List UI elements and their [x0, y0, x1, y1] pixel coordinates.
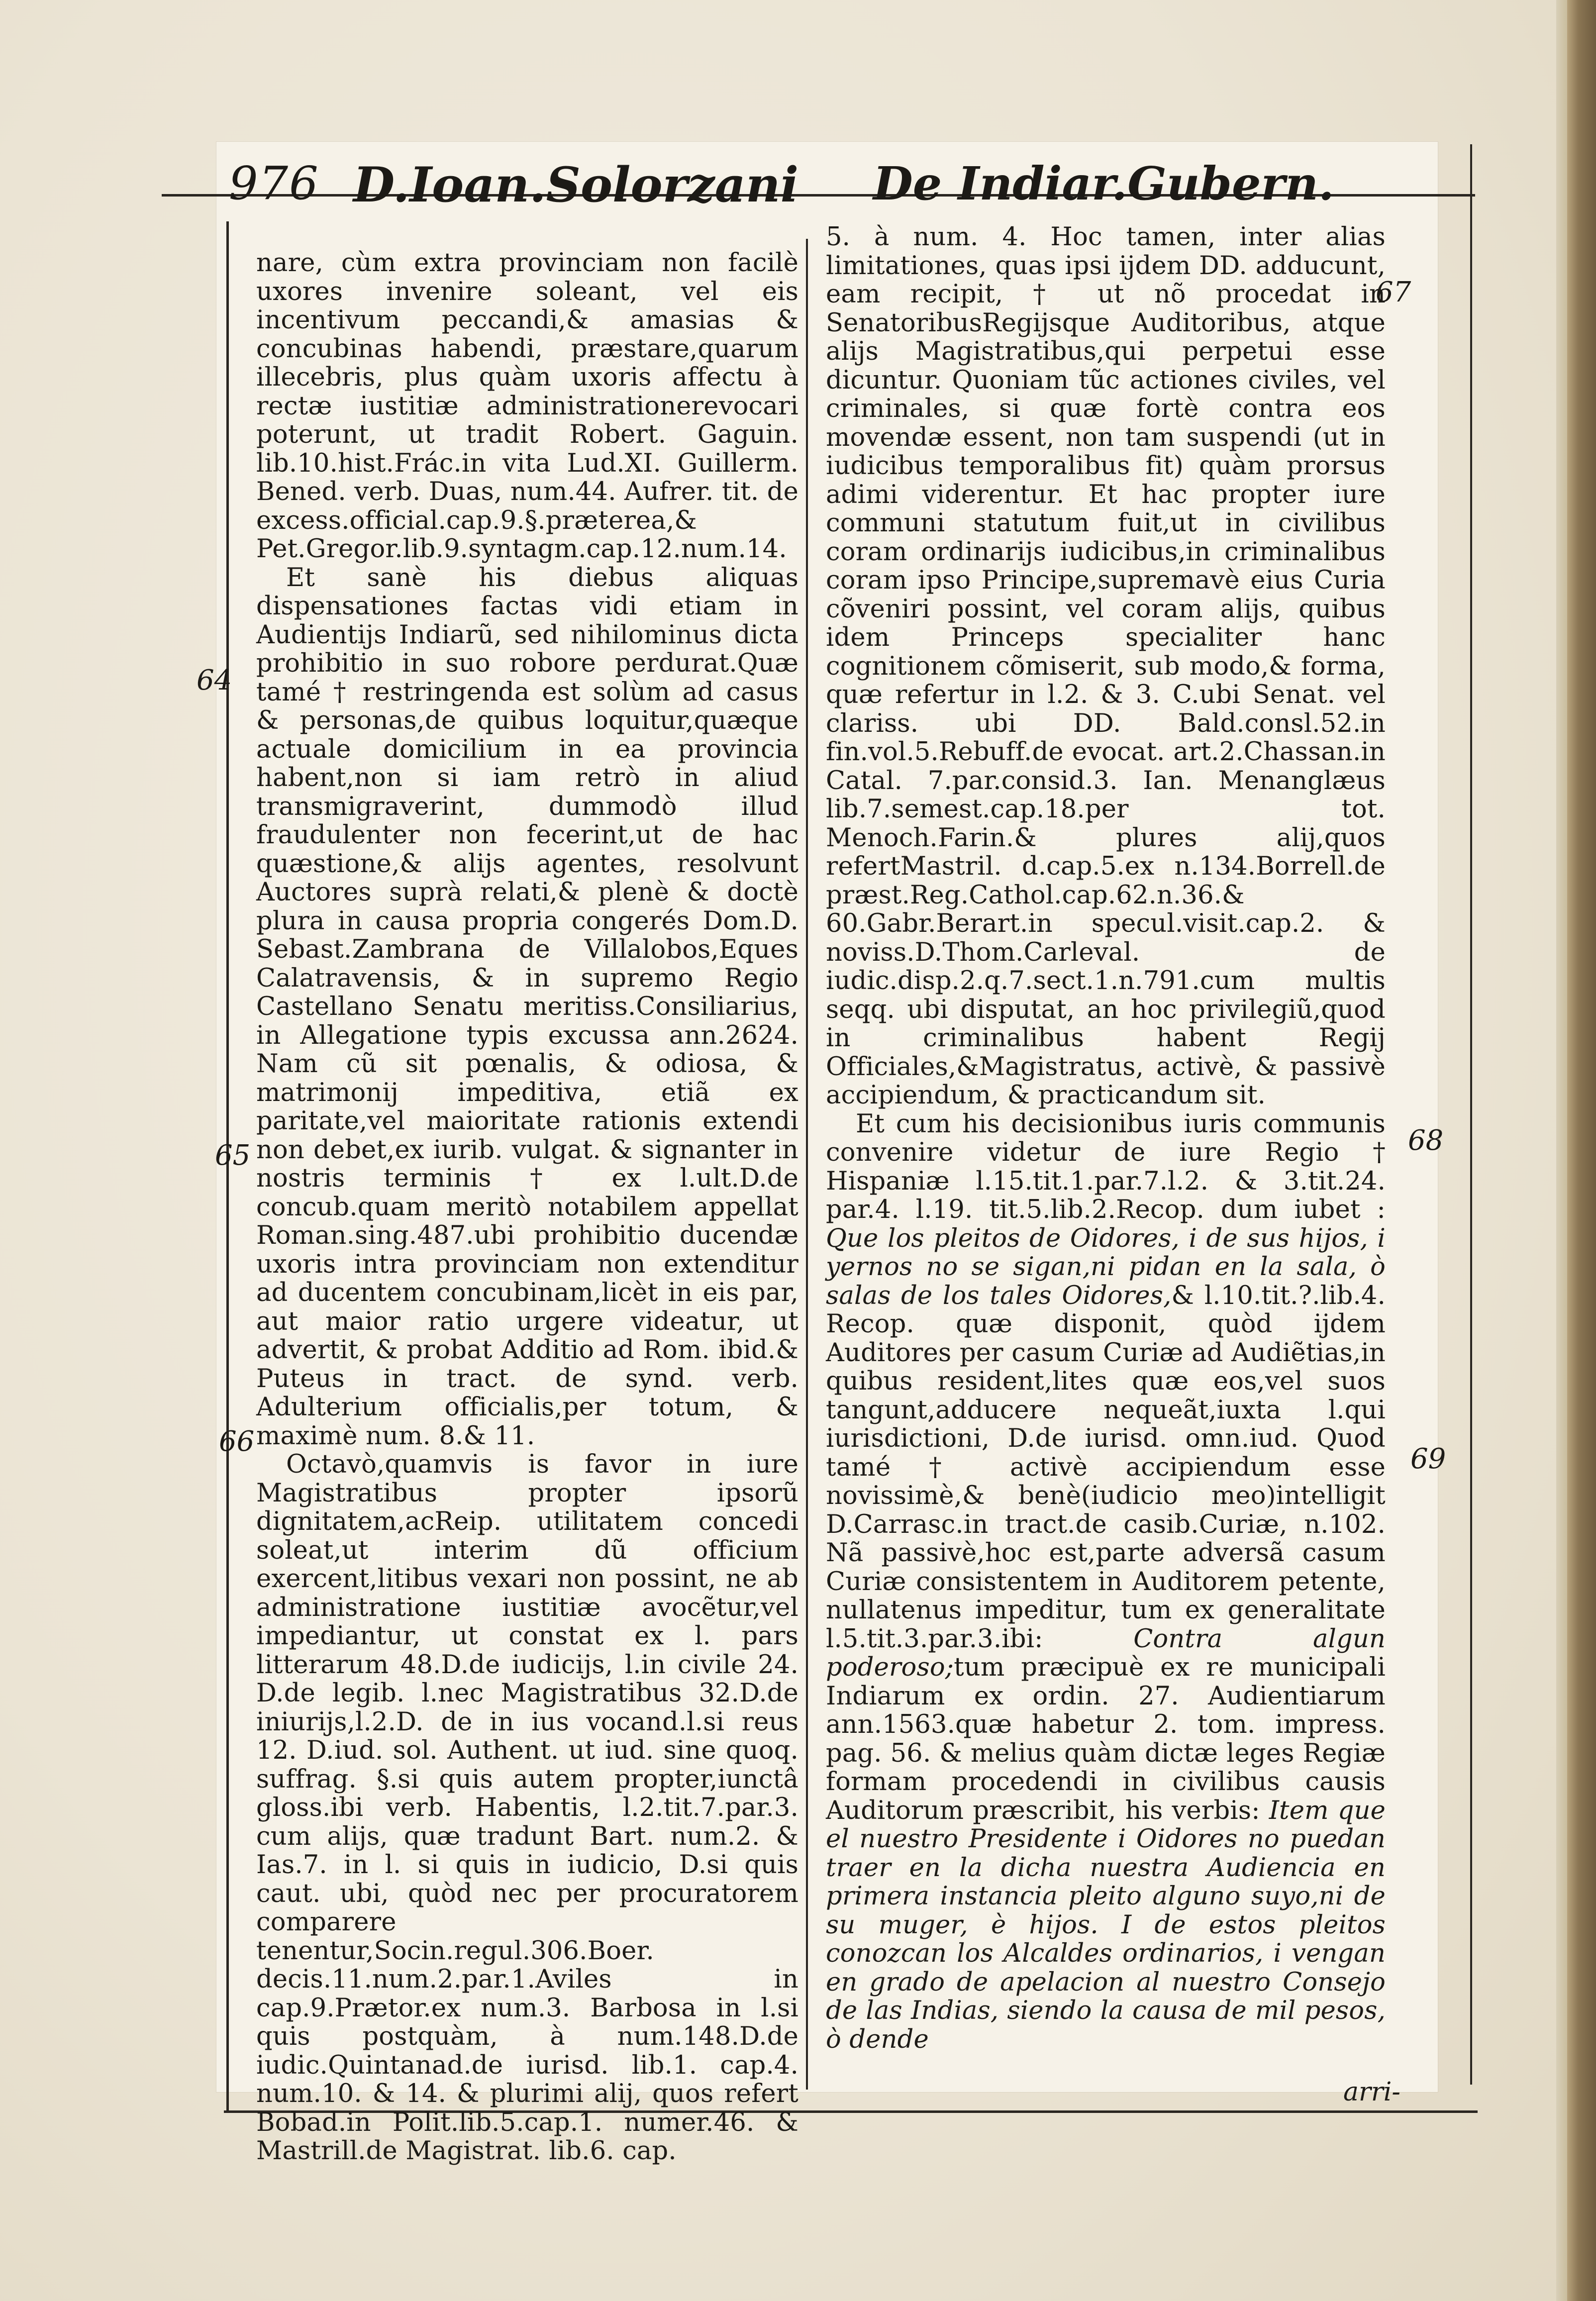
running-head-title: De Indiar.Gubern.: [873, 157, 1334, 210]
text-run: tum præcipuè ex re municipali Indiarum ex ordin. 27. Audientiarum ann.1563.quæ habetur 2. tom. impress. pag. 56. & melius quàm dictæ leges Regiæ formam procedendi in civilibus causis Auditorum præscribit, his verbis:: [826, 1653, 1386, 1825]
right-rule: [1470, 144, 1472, 2085]
margin-number-66: 66: [219, 1425, 255, 1458]
right-column: [826, 223, 1386, 2054]
spanish-quote: Contra algun poderoso;: [826, 1624, 1386, 1682]
text-run: Et cum his decisionibus iuris communis convenire videtur de iure Regio † Hispaniæ l.15.tit.1.par.7.l.2. & 3.tit.24. par.4. l.19. tit.5.lib.2.Recop. dum iubet :: [826, 1109, 1386, 1224]
column-divider: [806, 239, 808, 2090]
margin-number-65: 65: [215, 1139, 251, 1172]
left-column: [256, 249, 798, 2166]
page-number: 976: [229, 157, 319, 210]
paragraph: Et sanè his diebus aliquas dispensationes factas vidi etiam in Audientijs Indiarũ, sed nihilominus dicta prohibitio in suo robore perdurat.Quæ tamé † restringenda est solùm ad casus & personas,de quibus loquitur,quæque actuale domicilium in ea provincia habent,non si iam retrò in aliud transmigraverint, dummodò illud fraudulenter non fecerint,ut de hac quæstione,& alijs agentes, resolvunt Auctores suprà relati,& plenè & doctè plura in causa propria congerés Dom.D. Sebast.Zambrana de Villalobos,Eques Calatravensis, & in supremo Regio Castellano Senatu meritiss.Consiliarius, in Allegatione typis excussa ann.2624. Nam cũ sit pœnalis, & odiosa, & matrimonij impeditiva, etiã ex paritate,vel maioritate rationis extendi non debet,ex iurib. vulgat. & signanter in nostris terminis † ex l.ult.D.de concub.quam meritò notabilem appellat Roman.sing.487.ubi prohibitio ducendæ uxoris intra provinciam non extenditur ad ducentem concubinam,licèt in eis par, aut maior ratio urgere videatur, ut advertit, & probat Additio ad Rom. ibid.& Puteus in tract. de synd. verb. Adulterium officialis,per totum, & maximè num. 8.& 11.: [256, 563, 798, 1451]
book-edge: [1567, 0, 1596, 2301]
text-run: & l.10.tit.?.lib.4. Recop. quæ disponit, quòd ijdem Auditores per casum Curiæ ad Audiẽtias,in quibus resident,lites quæ eos,vel suos tangunt,adducere nequeãt,iuxta l.qui iurisdictioni, D.de iurisd. omn.iud. Quod tamé † activè accipiendum esse novissimè,& benè(iudicio meo)intelligit D.Carrasc.in tract.de casib.Curiæ, n.102. Nã passivè,hoc est,parte adversã casum Curiæ consistentem in Auditorem petente, nullatenus impeditur, tum ex generalitate l.5.tit.3.par.3.ibi:: [826, 1281, 1386, 1654]
catchword: arri-: [1343, 2077, 1400, 2107]
margin-number-68: 68: [1408, 1124, 1444, 1157]
page-edge: [1556, 0, 1567, 2301]
paragraph: [826, 1110, 1386, 2054]
paragraph: nare, cùm extra provinciam non facilè uxores invenire soleant, vel eis incentivum peccandi,& amasias & concubinas habendi, præstare,quarum illecebris, plus quàm uxoris affectu à rectæ iustitiæ administrationerevocari poterunt, ut tradit Robert. Gaguin. lib.10.hist.Frác.in vita Lud.XI. Guillerm. Bened. verb. Duas, num.44. Aufrer. tit. de excess.official.cap.9.§.præterea,& Pet.Gregor.lib.9.syntagm.cap.12.num.14.: [256, 248, 798, 564]
margin-number-64: 64: [197, 664, 232, 697]
paragraph: 5. à num. 4. Hoc tamen, inter alias limitationes, quas ipsi ijdem DD. adducunt, eam recipit, † ut nõ procedat in SenatoribusRegijsque Auditoribus, atque alijs Magistratibus,qui perpetui esse dicuntur. Quoniam tũc actiones civiles, vel criminales, si quæ fortè contra eos movendæ essent, non tam suspendi (ut in iudicibus temporalibus fit) quàm prorsus adimi viderentur. Et hac propter iure communi statutum fuit,ut in civilibus coram ordinarijs iudicibus,in criminalibus coram ipso Principe,supremavè eius Curia cõveniri possint, vel coram alijs, quibus idem Princeps specialiter hanc cognitionem cõmiserit, sub modo,& forma, quæ refertur in l.2. & 3. C.ubi Senat. vel clariss. ubi DD. Bald.consl.52.in fin.vol.5.Rebuff.de evocat. art.2.Chassan.in Catal. 7.par.consid.3. Ian. Menanglæus lib.7.semest.cap.18.per tot. Menoch.Farin.& plures alij,quos refertMastril. d.cap.5.ex n.134.Borrell.de præst.Reg.Cathol.cap.62.n.36.& 60.Gabr.Berart.in specul.visit.cap.2. & noviss.D.Thom.Carleval. de iudic.disp.2.q.7.sect.1.n.791.cum multis seqq. ubi disputat, an hoc privilegiũ,quod in criminalibus habent Regij Officiales,&Magistratus, activè, & passivè accipiendum, & practicandum sit.: [826, 222, 1386, 1110]
spanish-quote: Que los pleitos de Oidores, i de sus hijos, i yernos no se sigan,ni pidan en la sala, ò salas de los tales Oidores,: [826, 1223, 1386, 1310]
margin-number-67: 67: [1376, 276, 1411, 308]
margin-number-69: 69: [1410, 1443, 1446, 1475]
spanish-quote: Item que el nuestro Presidente i Oidores no puedan traer en la dicha nuestra Audiencia en primera instancia pleito alguno suyo,ni de su muger, è hijos. I de estos pleitos conozcan los Alcaldes ordinarios, i vengan en grado de apelacion al nuestro Consejo de las Indias, siendo la causa de mil pesos, ò dende: [826, 1796, 1386, 2054]
running-head-author: D.Ioan.Solorzani: [353, 157, 799, 213]
paragraph: Octavò,quamvis is favor in iure Magistratibus propter ipsorũ dignitatem,acReip. utilitatem concedi soleat,ut interim dũ officium exercent,litibus vexari non possint, ne ab administratione iustitiæ avocẽtur,vel impediantur, ut constat ex l. pars litterarum 48.D.de iudicijs, l.in civile 24. D.de legib. l.nec Magistratibus 32.D.de iniurijs,l.2.D. de in ius vocand.l.si reus 12. D.iud. sol. Authent. ut iud. sine quoq. suffrag. §.si quis autem propter,iunctâ gloss.ibi verb. Habentis, l.2.tit.7.par.3. cum alijs, quæ tradunt Bart. num.2. & Ias.7. in l. si quis in iudicio, D.si quis caut. ubi, quòd nec per procuratorem comparere tenentur,Socin.regul.306.Boer. decis.11.num.2.par.1.Aviles in cap.9.Prætor.ex num.3. Barbosa in l.si quis postquàm, à num.148.D.de iudic.Quintanad.de iurisd. lib.1. cap.4. num.10. & 14. & plurimi alij, quos refert Bobad.in Polit.lib.5.cap.1. numer.46. & Mastrill.de Magistrat. lib.6. cap.: [256, 1450, 798, 2166]
